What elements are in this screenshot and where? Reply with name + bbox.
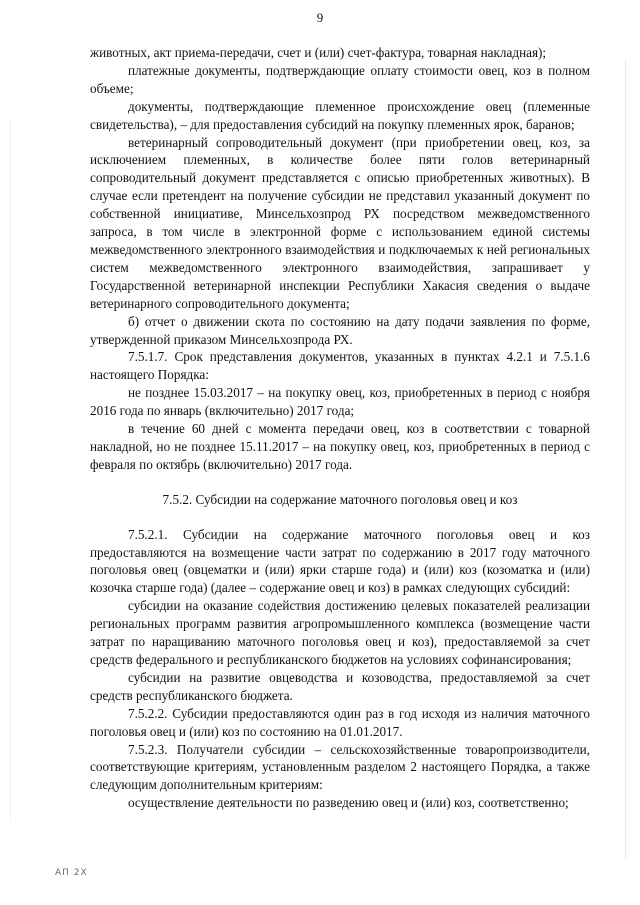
scan-edge-right [624,60,626,860]
paragraph: животных, акт приема-передачи, счет и (или) счет-фактура, товарная накладная); [90,45,547,60]
paragraph: 7.5.2.3. Получатели субсидии – сельскохозяйственные товаропроизводители, соответствующие критериям, установленным разделом 2 настоящего Порядка, а также следующим дополнительным критериям: [90,741,590,793]
paragraph: документы, подтверждающие племенное происхождение овец (племенные свидетельства), – для предоставления субсидий на покупку племенных ярок, баранов; [90,98,590,132]
paragraph: ветеринарный сопроводительный документ (при приобретении овец, коз, за исключением племенных, в количестве более пяти голов ветеринарный сопроводительный документ представляется с описью приобретенных животных). В случае если претендент на получение субсидии не представил указанный документ по собственной инициативе, Минсельхозпрод РХ посредством межведомственного запроса, в том числе в электронной форме с использованием единой системы межведомственного электронного взаимодействия и подключаемых к ней региональных систем межведомственного электронного взаимодействия, запрашивает у Государственной ветеринарной инспекции Республики Хакасия сведения о выдаче ветеринарного сопроводительного документа; [90,134,590,311]
page-number: 9 [316,10,324,25]
paragraph: 7.5.1.7. Срок представления документов, указанных в пунктах 4.2.1 и 7.5.1.6 настоящего Порядка: [90,349,590,383]
paragraph: б) отчет о движении скота по состоянию на дату подачи заявления по форме, утвержденной приказом Минсельхозпрода РХ. [90,313,590,347]
paragraph: осуществление деятельности по разведению овец и (или) коз, соответственно; [128,795,569,811]
footer-stamp: АП 2Х [55,868,88,878]
scan-edge-left [10,120,12,820]
paragraph: субсидии на развитие овцеводства и козоводства, предоставляемой за счет средств республиканского бюджета. [90,669,590,703]
paragraph: не позднее 15.03.2017 – на покупку овец, коз, приобретенных в период с ноября 2016 года по январь (включительно) 2017 года; [90,385,590,419]
paragraph: в течение 60 дней с момента передачи овец, коз в соответствии с товарной накладной, но не позднее 15.11.2017 – на покупку овец, коз, приобретенных в период с февраля по октябрь (включительно) 2017 года. [90,421,590,472]
paragraph: субсидии на оказание содействия достижению целевых показателей реализации региональных программ развития агропромышленного комплекса (возмещение части затрат по наращиванию маточного поголовья овец и коз), предоставляемой за счет средств федерального и республиканского бюджетов на условиях софинансирования; [90,598,590,667]
paragraph: 7.5.2.2. Субсидии предоставляются один раз в год исходя из наличия маточного поголовья овец и (или) коз по состоянию на 01.01.2017. [90,705,590,739]
paragraph: 7.5.2.1. Субсидии на содержание маточного поголовья овец и коз предоставляются на возмещение части затрат по содержанию в 2017 году маточного поголовья овец (овцематки и (или) ярки старше года) и (или) коз (козоматка и (или) козочка старше года) (далее – содержание овец и коз) в рамках следующих субсидий: [90,526,590,596]
paragraph: платежные документы, подтверждающие оплату стоимости овец, коз в полном объеме; [90,62,590,96]
section-heading: 7.5.2. Субсидии на содержание маточного поголовья овец и коз [162,491,518,507]
document-body [90,44,590,812]
